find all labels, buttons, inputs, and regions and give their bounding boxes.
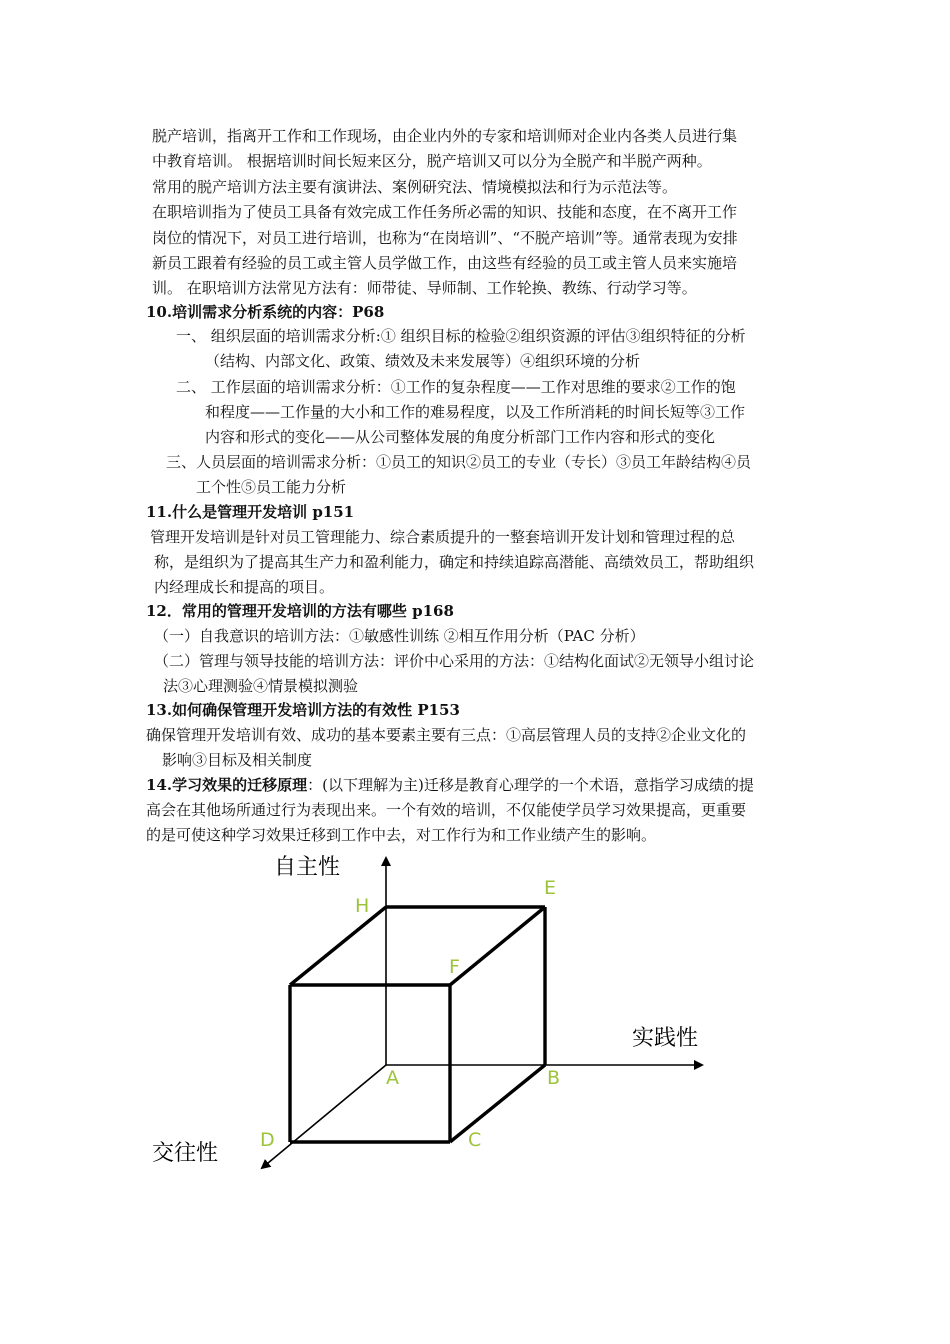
body-line: 影响③目标及相关制度	[162, 751, 313, 769]
point-label-c: C	[468, 1129, 482, 1151]
point-label-a: A	[386, 1067, 399, 1089]
cube-edge	[290, 907, 386, 985]
list-item: （一）自我意识的培训方法：①敏感性训练 ②相互作用分析（PAC 分析）	[154, 627, 645, 645]
body-line: 在职培训指为了使员工具备有效完成工作任务所必需的知识、技能和态度，在不离开工作	[152, 203, 738, 221]
body-line: 脱产培训，指离开工作和工作现场，由企业内外的专家和培训师对企业内各类人员进行集	[152, 127, 738, 145]
point-label-d: D	[260, 1129, 275, 1151]
body-line: 新员工跟着有经验的员工或主管人员学做工作，由这些有经验的员工或主管人员来实施培	[152, 254, 738, 272]
list-item-continuation: 法③心理测验④情景模拟测验	[163, 677, 359, 695]
body-line: 高会在其他场所通过行为表现出来。一个有效的培训，不仅能使学员学习效果提高，更重要	[146, 801, 747, 819]
list-item: 一、 组织层面的培训需求分析:① 组织目标的检验②组织资源的评估③组织特征的分析	[176, 327, 746, 345]
section-heading-14: 14.学习效果的迁移原理	[146, 776, 308, 794]
axis-label-practice: 实践性	[632, 1026, 699, 1051]
body-line: 的是可使这种学习效果迁移到工作中去，对工作行为和工作业绩产生的影响。	[146, 826, 657, 844]
list-item-continuation: 和程度——工作量的大小和工作的难易程度，以及工作所消耗的时间长短等③工作	[205, 403, 746, 421]
section-heading-10: 10.培训需求分析系统的内容：P68	[146, 303, 385, 321]
section-heading-11: 11.什么是管理开发培训 p151	[146, 503, 355, 521]
body-line: 称，是组织为了提高其生产力和盈利能力，确定和持续追踪高潜能、高绩效员工，帮助组织	[154, 553, 755, 571]
list-item: 三、人员层面的培训需求分析：①员工的知识②员工的专业（专长）③员工年龄结构④员	[166, 453, 752, 471]
list-item: （二）管理与领导技能的培训方法：评价中心采用的方法：①结构化面试②无领导小组讨论	[154, 652, 755, 670]
body-line: 中教育培训。 根据培训时间长短来区分，脱产培训又可以分为全脱产和半脱产两种。	[152, 152, 712, 170]
cube-edge	[450, 1065, 545, 1142]
point-label-h: H	[355, 895, 370, 917]
body-line: 管理开发培训是针对员工管理能力、综合素质提升的一整套培训开发计划和管理过程的总	[150, 528, 736, 546]
body-line: 内经理成长和提高的项目。	[154, 578, 335, 596]
section-heading-12: 12．常用的管理开发培训的方法有哪些 p168	[146, 602, 454, 620]
point-label-b: B	[547, 1067, 561, 1089]
list-item: 二、 工作层面的培训需求分析：①工作的复杂程度——工作对思维的要求②工作的饱	[176, 378, 736, 396]
section-heading-13: 13.如何确保管理开发培训方法的有效性 P153	[146, 701, 460, 719]
axis-label-autonomy: 自主性	[274, 855, 341, 880]
section-14-text: ：(以下理解为主)迁移是教育心理学的一个术语，意指学习成绩的提	[307, 776, 754, 794]
axis-label-interaction: 交往性	[152, 1141, 219, 1166]
diagonal-axis	[262, 1065, 386, 1168]
cube-edge	[450, 907, 545, 985]
list-item-continuation: （结构、内部文化、政策、绩效及未来发展等）④组织环境的分析	[205, 352, 641, 370]
point-label-e: E	[544, 877, 557, 899]
point-label-f: F	[449, 956, 460, 978]
body-line: 确保管理开发培训有效、成功的基本要素主要有三点：①高层管理人员的支持②企业文化的	[146, 726, 747, 744]
body-line: 常用的脱产培训方法主要有演讲法、案例研究法、情境模拟法和行为示范法等。	[152, 178, 678, 196]
body-line: 训。 在职培训方法常见方法有：师带徒、导师制、工作轮换、教练、行动学习等。	[152, 279, 697, 297]
list-item-continuation: 内容和形式的变化——从公司整体发展的角度分析部门工作内容和形式的变化	[205, 428, 716, 446]
body-line: 岗位的情况下，对员工进行培训，也称为“在岗培训”、“不脱产培训”等。通常表现为安排	[152, 229, 738, 247]
list-item-continuation: 工个性⑤员工能力分析	[196, 478, 347, 496]
